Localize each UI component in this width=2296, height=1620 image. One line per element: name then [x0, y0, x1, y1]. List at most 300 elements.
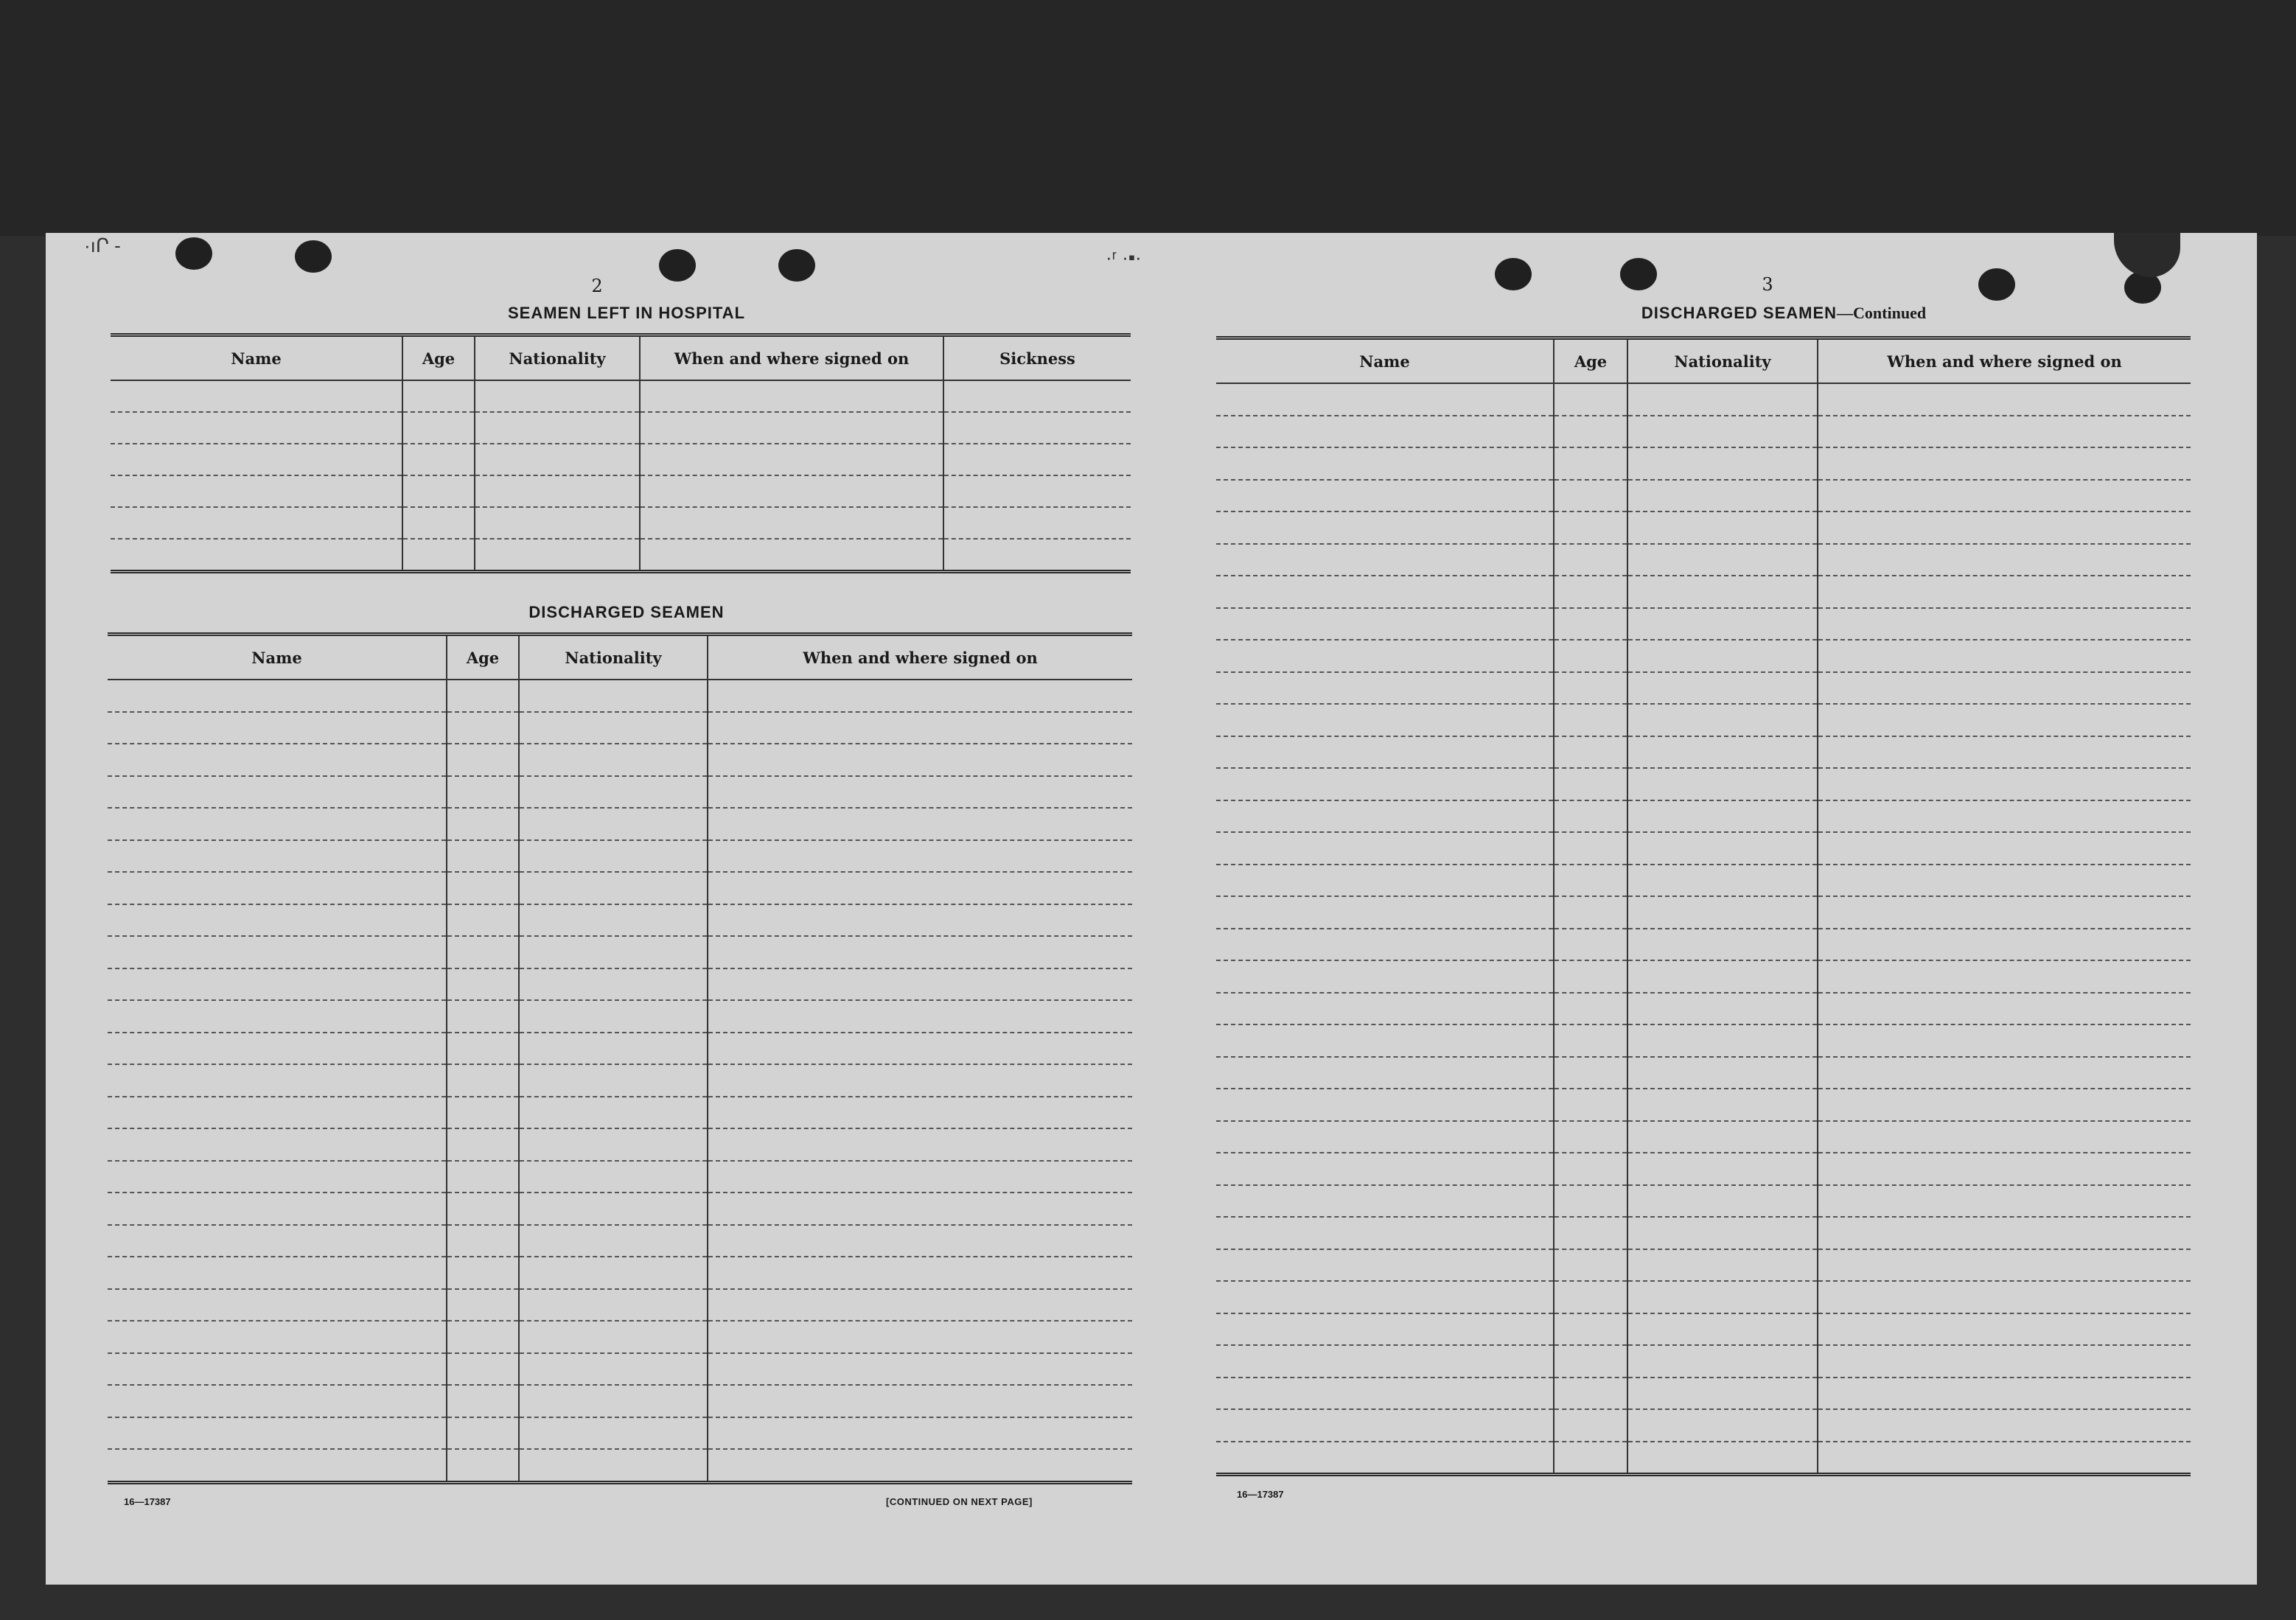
table-cell [1818, 1121, 2191, 1153]
discharged-section-title: DISCHARGED SEAMEN [528, 603, 725, 621]
table-cell [1818, 800, 2191, 833]
table-cell [1216, 447, 1554, 480]
table-cell [108, 840, 447, 873]
table-cell [108, 1033, 447, 1065]
table-cell [108, 1449, 447, 1482]
table-cell [1627, 704, 1818, 736]
table-cell [475, 380, 640, 412]
table-cell [1216, 1378, 1554, 1410]
table-cell [1818, 768, 2191, 800]
table-cell [1554, 960, 1627, 993]
table-cell [1627, 544, 1818, 576]
table-cell [111, 475, 402, 507]
table-cell [108, 776, 447, 809]
table-cell [1216, 1345, 1554, 1378]
table-cell [1554, 896, 1627, 929]
table-cell [943, 475, 1131, 507]
table-row [1216, 704, 2191, 736]
table-cell [1554, 1442, 1627, 1475]
table-cell [708, 744, 1132, 776]
table-row [108, 968, 1132, 1001]
table-header-row [108, 635, 1132, 680]
hospital-table [111, 333, 1131, 573]
table-cell [1627, 1121, 1818, 1153]
table-cell [1627, 1378, 1818, 1410]
table-cell [1627, 1185, 1818, 1218]
table-row [108, 904, 1132, 937]
table-cell [108, 808, 447, 840]
table-row [108, 1225, 1132, 1257]
page-number: 2 [591, 276, 603, 296]
table-cell [1554, 1281, 1627, 1313]
table-cell [1627, 383, 1818, 416]
table-cell [1818, 1185, 2191, 1218]
table-cell [1216, 1313, 1554, 1346]
table-cell [1818, 1378, 2191, 1410]
table-cell [402, 412, 475, 444]
table-cell [519, 1417, 708, 1450]
table-cell [1216, 768, 1554, 800]
table-cell [1554, 865, 1627, 897]
table-row [1216, 1281, 2191, 1313]
table-cell [1818, 1409, 2191, 1442]
table-row [1216, 608, 2191, 640]
table-cell [1554, 768, 1627, 800]
table-row [108, 840, 1132, 873]
table-cell [447, 1033, 519, 1065]
table-cell [640, 412, 943, 444]
table-cell [1216, 896, 1554, 929]
table-cell [1627, 768, 1818, 800]
table-cell [1627, 1217, 1818, 1249]
table-cell [1554, 1378, 1627, 1410]
table-cell [1818, 929, 2191, 961]
ink-speck: ·ʳ ·▪· [1106, 246, 1142, 268]
table-cell [447, 840, 519, 873]
table-cell [1818, 1442, 2191, 1475]
table-row [1216, 1089, 2191, 1121]
table-cell [1818, 1089, 2191, 1121]
table-cell [519, 1321, 708, 1353]
table-cell [447, 1417, 519, 1450]
table-cell [1627, 1249, 1818, 1282]
table-row [108, 744, 1132, 776]
table-cell [708, 1257, 1132, 1289]
table-row [1216, 800, 2191, 833]
table-cell [108, 904, 447, 937]
table-cell [708, 936, 1132, 968]
table-cell [708, 680, 1132, 712]
table-cell [1818, 544, 2191, 576]
table-cell [108, 1193, 447, 1225]
table-row [1216, 480, 2191, 512]
table-cell [708, 872, 1132, 904]
table-cell [708, 1097, 1132, 1129]
table-cell [519, 872, 708, 904]
table-cell [1216, 1057, 1554, 1089]
table-cell [1554, 608, 1627, 640]
table-row [1216, 960, 2191, 993]
table-row [1216, 1442, 2191, 1475]
table-cell [447, 776, 519, 809]
table-cell [1554, 704, 1627, 736]
table-cell [447, 1449, 519, 1482]
table-cell [1554, 480, 1627, 512]
table-cell [108, 1321, 447, 1353]
table-cell [1554, 672, 1627, 705]
table-cell [1818, 383, 2191, 416]
table-cell [447, 1193, 519, 1225]
table-cell [1818, 736, 2191, 769]
table-cell [1216, 1185, 1554, 1218]
left-page [46, 233, 1151, 1585]
table-cell [447, 808, 519, 840]
table-cell [108, 1289, 447, 1322]
table-cell [111, 380, 402, 412]
table-row [1216, 736, 2191, 769]
table-cell [1554, 1313, 1627, 1346]
table-cell [708, 1449, 1132, 1482]
table-row [108, 1064, 1132, 1097]
title-main: DISCHARGED SEAMEN [1641, 304, 1838, 322]
table-cell [1216, 416, 1554, 448]
table-row [1216, 1057, 2191, 1089]
table-row [1216, 416, 2191, 448]
table-cell [708, 808, 1132, 840]
table-cell [708, 1193, 1132, 1225]
table-row [108, 1385, 1132, 1417]
table-cell [708, 776, 1132, 809]
table-cell [1627, 480, 1818, 512]
table-cell [447, 904, 519, 937]
table-cell [1216, 383, 1554, 416]
table-cell [111, 507, 402, 539]
table-cell [1216, 1217, 1554, 1249]
table-cell [1818, 576, 2191, 608]
table-row [108, 1449, 1132, 1482]
table-cell [519, 1257, 708, 1289]
table-cell [708, 712, 1132, 744]
table-cell [111, 539, 402, 572]
table-cell [519, 1193, 708, 1225]
table-cell [108, 1353, 447, 1386]
table-cell [708, 840, 1132, 873]
column-header-age: Age [402, 335, 475, 381]
table-cell [708, 1033, 1132, 1065]
table-cell [1554, 576, 1627, 608]
table-cell [1216, 480, 1554, 512]
table-cell [1627, 1313, 1818, 1346]
table-row [108, 1033, 1132, 1065]
table-cell [1627, 447, 1818, 480]
table-cell [1627, 800, 1818, 833]
table-cell [1818, 672, 2191, 705]
discharged-table [108, 632, 1132, 1484]
table-row [1216, 1024, 2191, 1057]
table-cell [108, 1257, 447, 1289]
table-cell [519, 904, 708, 937]
table-cell [402, 380, 475, 412]
table-cell [447, 712, 519, 744]
table-cell [1627, 832, 1818, 865]
table-cell [1818, 1057, 2191, 1089]
table-cell [108, 1385, 447, 1417]
table-row [1216, 993, 2191, 1025]
table-row [1216, 896, 2191, 929]
table-cell [1554, 1089, 1627, 1121]
table-cell [111, 412, 402, 444]
table-cell [1554, 512, 1627, 544]
table-cell [1216, 1442, 1554, 1475]
table-cell [708, 1385, 1132, 1417]
table-cell [1216, 865, 1554, 897]
table-cell [519, 1449, 708, 1482]
discharged-continued-table-body [1216, 383, 2191, 1475]
table-cell [108, 1417, 447, 1450]
table-row [108, 936, 1132, 968]
table-cell [447, 1128, 519, 1161]
table-cell [1627, 1153, 1818, 1185]
table-cell [402, 475, 475, 507]
table-row [111, 475, 1131, 507]
column-header-sickness: Sickness [943, 335, 1131, 381]
table-cell [1554, 1153, 1627, 1185]
table-cell [1818, 1249, 2191, 1282]
table-cell [1554, 383, 1627, 416]
table-cell [708, 1353, 1132, 1386]
table-cell [519, 1161, 708, 1193]
table-cell [1818, 447, 2191, 480]
table-cell [108, 968, 447, 1001]
table-cell [519, 1225, 708, 1257]
table-cell [1554, 736, 1627, 769]
table-row [1216, 640, 2191, 672]
table-row [108, 872, 1132, 904]
table-row [111, 539, 1131, 572]
table-cell [519, 808, 708, 840]
right-page [1151, 233, 2257, 1585]
column-header-nationality: Nationality [475, 335, 640, 381]
table-cell [708, 904, 1132, 937]
table-cell [708, 1321, 1132, 1353]
table-cell [1818, 993, 2191, 1025]
table-cell [1554, 640, 1627, 672]
table-cell [1818, 832, 2191, 865]
table-cell [519, 1000, 708, 1033]
table-cell [1554, 832, 1627, 865]
table-cell [708, 1128, 1132, 1161]
table-row [108, 680, 1132, 712]
table-row [1216, 1249, 2191, 1282]
table-cell [1627, 1281, 1818, 1313]
table-cell [1216, 1121, 1554, 1153]
table-cell [1627, 1345, 1818, 1378]
table-row [1216, 544, 2191, 576]
table-cell [402, 507, 475, 539]
table-cell [447, 1225, 519, 1257]
table-cell [708, 968, 1132, 1001]
table-row [1216, 768, 2191, 800]
table-cell [108, 936, 447, 968]
table-cell [1216, 1024, 1554, 1057]
table-cell [1554, 800, 1627, 833]
table-cell [1818, 704, 2191, 736]
table-cell [108, 744, 447, 776]
table-cell [475, 507, 640, 539]
column-header-name: Name [1216, 338, 1554, 384]
table-cell [1627, 993, 1818, 1025]
table-cell [1818, 640, 2191, 672]
table-cell [1818, 1024, 2191, 1057]
table-cell [519, 1064, 708, 1097]
table-cell [1627, 736, 1818, 769]
table-cell [402, 539, 475, 572]
table-cell [1216, 704, 1554, 736]
table-cell [108, 712, 447, 744]
table-cell [640, 444, 943, 475]
table-row [1216, 1378, 2191, 1410]
table-cell [447, 1000, 519, 1033]
column-header-signed-on: When and where signed on [640, 335, 943, 381]
table-cell [447, 1289, 519, 1322]
table-cell [519, 1353, 708, 1386]
table-row [108, 1193, 1132, 1225]
table-row [1216, 383, 2191, 416]
table-cell [708, 1161, 1132, 1193]
scanner-backdrop [0, 0, 2296, 236]
table-cell [1554, 447, 1627, 480]
table-cell [943, 507, 1131, 539]
hospital-table-body [111, 380, 1131, 572]
table-cell [1554, 1024, 1627, 1057]
table-row [1216, 672, 2191, 705]
table-cell [108, 1225, 447, 1257]
table-row [108, 1128, 1132, 1161]
column-header-name: Name [111, 335, 402, 381]
table-cell [640, 475, 943, 507]
table-cell [1818, 1153, 2191, 1185]
table-row [108, 1353, 1132, 1386]
table-cell [1818, 865, 2191, 897]
table-cell [1818, 608, 2191, 640]
table-cell [475, 412, 640, 444]
table-cell [1627, 960, 1818, 993]
table-cell [1554, 993, 1627, 1025]
table-cell [1627, 416, 1818, 448]
table-row [108, 1097, 1132, 1129]
table-cell [519, 1289, 708, 1322]
column-header-age: Age [447, 635, 519, 680]
table-cell [1627, 608, 1818, 640]
table-row [1216, 1217, 2191, 1249]
form-code: 16—17387 [1237, 1489, 1284, 1500]
table-row [111, 412, 1131, 444]
table-cell [1554, 1345, 1627, 1378]
table-row [1216, 929, 2191, 961]
table-row [1216, 1121, 2191, 1153]
table-cell [708, 1000, 1132, 1033]
table-cell [519, 712, 708, 744]
table-cell [1216, 608, 1554, 640]
table-cell [1554, 1185, 1627, 1218]
table-cell [1627, 672, 1818, 705]
table-cell [1554, 1409, 1627, 1442]
discharged-continued-table [1216, 336, 2191, 1476]
table-row [1216, 512, 2191, 544]
table-cell [1216, 1409, 1554, 1442]
table-cell [1818, 1217, 2191, 1249]
table-row [111, 507, 1131, 539]
table-cell [519, 1385, 708, 1417]
table-cell [1554, 929, 1627, 961]
table-cell [1554, 1249, 1627, 1282]
discharged-table-body [108, 680, 1132, 1482]
table-cell [519, 744, 708, 776]
table-row [108, 1000, 1132, 1033]
table-cell [519, 1128, 708, 1161]
table-cell [111, 444, 402, 475]
table-cell [943, 380, 1131, 412]
table-cell [1554, 1121, 1627, 1153]
table-cell [640, 507, 943, 539]
ink-speck: ·ıՐ - [84, 234, 121, 256]
column-header-signed-on: When and where signed on [708, 635, 1132, 680]
table-cell [1818, 1313, 2191, 1346]
table-cell [1216, 1153, 1554, 1185]
table-cell [1216, 993, 1554, 1025]
table-cell [108, 1064, 447, 1097]
table-cell [708, 1289, 1132, 1322]
table-cell [943, 444, 1131, 475]
column-header-nationality: Nationality [519, 635, 708, 680]
table-cell [519, 936, 708, 968]
table-cell [1216, 736, 1554, 769]
table-cell [1627, 1409, 1818, 1442]
table-cell [447, 1097, 519, 1129]
table-cell [1554, 416, 1627, 448]
table-cell [519, 968, 708, 1001]
table-cell [1554, 1217, 1627, 1249]
table-cell [1216, 544, 1554, 576]
table-cell [447, 1257, 519, 1289]
table-cell [519, 1097, 708, 1129]
table-cell [519, 840, 708, 873]
table-row [1216, 447, 2191, 480]
table-cell [1627, 576, 1818, 608]
table-row [108, 1257, 1132, 1289]
table-row [1216, 1409, 2191, 1442]
table-cell [447, 968, 519, 1001]
table-cell [475, 539, 640, 572]
continuation-note: [CONTINUED ON NEXT PAGE] [886, 1496, 1033, 1507]
table-row [108, 712, 1132, 744]
table-cell [708, 1417, 1132, 1450]
table-cell [447, 1064, 519, 1097]
table-cell [519, 776, 708, 809]
page-number: 3 [1762, 274, 1773, 295]
table-cell [1216, 929, 1554, 961]
table-cell [1818, 416, 2191, 448]
table-cell [1216, 960, 1554, 993]
table-cell [1627, 1442, 1818, 1475]
table-row [108, 1321, 1132, 1353]
column-header-nationality: Nationality [1627, 338, 1818, 384]
table-row [1216, 1313, 2191, 1346]
form-code: 16—17387 [124, 1496, 171, 1507]
table-cell [108, 1161, 447, 1193]
column-header-name: Name [108, 635, 447, 680]
table-cell [1554, 544, 1627, 576]
